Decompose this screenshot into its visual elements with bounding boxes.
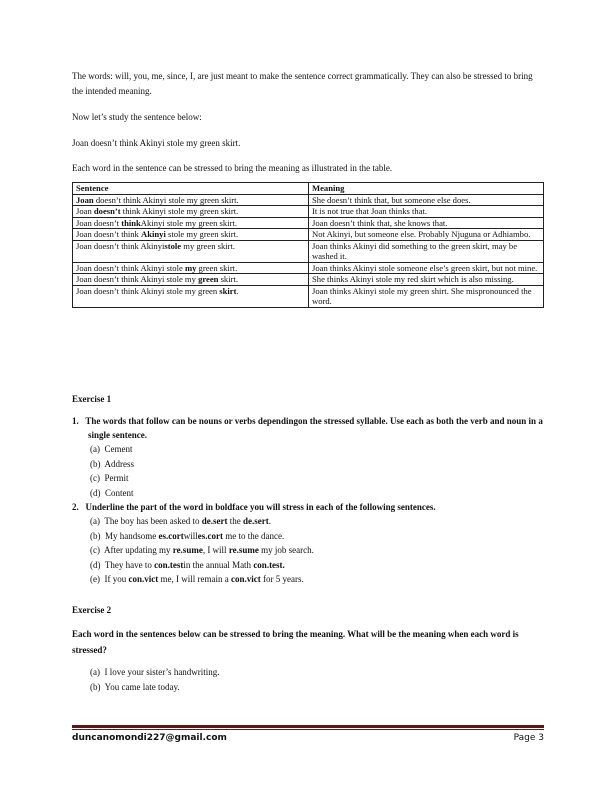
question-2: 2. Underline the part of the word in boldface you will stress in each of the following sentences. (72, 502, 436, 512)
question-2-item (72, 543, 544, 558)
text: . (268, 516, 272, 526)
sentence-cell (73, 262, 309, 274)
bold-word: con.test (154, 559, 184, 570)
text: (d) They have to (90, 559, 155, 570)
sentence-cell (73, 229, 309, 241)
sentence-post: . (236, 285, 239, 296)
table-row (73, 285, 544, 307)
text: (e) If you (90, 574, 129, 584)
question-2-item (72, 514, 544, 529)
table-row (73, 229, 544, 241)
stressed-word: skirt (219, 285, 237, 296)
stressed-word: doesn’t (93, 206, 121, 216)
text: (c) After updating my (90, 545, 173, 555)
sentence-pre: Joan doesn’t (76, 217, 122, 228)
column-header-sentence: Sentence (73, 183, 309, 195)
meaning-cell: It is not true that Joan thinks that. (309, 206, 544, 218)
question-1-item: (d) Content (90, 487, 134, 498)
footer-rule (72, 725, 544, 728)
table-row (73, 217, 544, 229)
exercise1-title: Exercise 1 (72, 394, 112, 404)
sentence-pre: Joan doesn’t think Akinyi stole my green (76, 285, 220, 296)
bold-word: con.test. (253, 559, 285, 570)
text: me to the dance. (222, 530, 285, 541)
table-row (73, 194, 544, 206)
question-1: 1. The words that follow can be nouns or verbs dependingon the stressed syllable. Use each as both the verb and noun in a single sentence. (72, 416, 543, 440)
text: me, I will remain a (158, 574, 231, 584)
page-number: Page 3 (513, 733, 544, 743)
table-intro: Each word in the sentence can be stressed to bring the meaning as illustrated in the table. (72, 163, 393, 173)
table-row (73, 206, 544, 218)
bold-word: de.sert (243, 516, 269, 526)
question-2-item (72, 529, 544, 544)
exercise2-instruction: Each word in the sentences below can be stressed to bring the meaning. What will be the meaning when each word is stressed? (72, 629, 519, 655)
bold-word: re.sume (172, 545, 203, 555)
table-row (73, 274, 544, 286)
text: (b) My handsome (90, 530, 159, 541)
stress-meaning-table (72, 182, 544, 308)
sentence-post: Akinyi stole my green skirt. (140, 217, 237, 228)
meaning-cell: She thinks Akinyi stole my red skirt which is also missing. (309, 274, 544, 286)
sentence-pre: Joan doesn’t think Akinyi stole my (76, 274, 199, 284)
exercise1-questions (72, 414, 544, 587)
table-row (73, 262, 544, 274)
bold-word: re.sume (228, 545, 259, 555)
exercise2-title: Exercise 2 (72, 605, 112, 615)
text: for 5 years. (260, 574, 304, 584)
meaning-cell: Not Akinyi, but someone else. Probably Njuguna or Adhiambo. (309, 229, 544, 241)
bold-word: con.vict (128, 574, 159, 584)
exercise2-items (72, 665, 544, 694)
meaning-cell: Joan doesn’t think that, she knows that. (309, 217, 544, 229)
intro-study-line: Now let’s study the sentence below: (72, 112, 202, 122)
meaning-cell: Joan thinks Akinyi did something to the green skirt, may be washed it. (309, 240, 544, 262)
text: in the annual Math (183, 559, 254, 570)
text: , I will (202, 545, 229, 555)
exercise2-item: (b) You came late today. (90, 681, 180, 692)
table-row (73, 240, 544, 262)
sentence-post: doesn’t think Akinyi stole my green skirt. (93, 194, 239, 205)
sentence-cell (73, 217, 309, 229)
text: (a) The boy has been asked to (90, 516, 202, 526)
bold-word: con.vict (230, 574, 261, 584)
question-1-item: (a) Cement (90, 444, 133, 454)
bold-word: de.sert (201, 516, 228, 526)
stressed-word: think (121, 217, 141, 228)
bold-word: es.cort (158, 530, 184, 541)
footer-rule-thin (72, 729, 544, 730)
sentence-cell (73, 274, 309, 286)
sentence-pre: Joan doesn’t think (76, 229, 142, 239)
text: will (183, 530, 198, 541)
stressed-word: Joan (76, 194, 94, 205)
stressed-word: my (184, 262, 197, 273)
meaning-cell: Joan thinks Akinyi stole my green shirt. She mispronounced the word. (309, 285, 544, 307)
text: my job search. (258, 545, 314, 555)
example-sentence: Joan doesn’t think Akinyi stole my green skirt. (72, 138, 241, 148)
sentence-cell (73, 194, 309, 206)
text: the (227, 516, 244, 526)
question-1-item: (c) Permit (90, 473, 129, 483)
sentence-cell (73, 240, 309, 262)
sentence-cell (73, 285, 309, 307)
intro-paragraph (72, 69, 544, 99)
bold-word: es.cort (197, 530, 223, 541)
column-header-meaning: Meaning (309, 183, 544, 195)
question-1-item: (b) Address (90, 458, 134, 469)
footer-email: duncanomondi227@gmail.com (72, 733, 227, 743)
sentence-post: think Akinyi stole my green skirt. (120, 206, 239, 216)
meaning-cell: She doesn’t think that, but someone else does. (309, 194, 544, 206)
sentence-pre: Joan doesn’t think Akinyi stole (76, 262, 185, 273)
sentence-post: green skirt. (196, 262, 238, 273)
sentence-pre: Joan (76, 206, 94, 216)
meaning-cell: Joan thinks Akinyi stole someone else’s green skirt, but not mine. (309, 262, 544, 274)
exercise2-item: (a) I love your sister’s handwriting. (90, 667, 220, 677)
sentence-post: my green skirt. (181, 240, 236, 251)
stressed-word: stole (164, 240, 182, 251)
sentence-cell (73, 206, 309, 218)
sentence-post: stole my green skirt. (165, 229, 239, 239)
question-2-item (72, 558, 544, 573)
question-2-item (72, 572, 544, 587)
sentence-post: skirt. (218, 274, 239, 284)
intro-text: The words: will, you, me, since, I, are just meant to make the sentence correct grammatically. They can also be stressed to bring the intended meaning. (72, 71, 533, 96)
sentence-pre: Joan doesn’t think Akinyi (76, 240, 165, 251)
stressed-word: green (198, 274, 219, 284)
stressed-word: Akinyi (141, 229, 166, 239)
